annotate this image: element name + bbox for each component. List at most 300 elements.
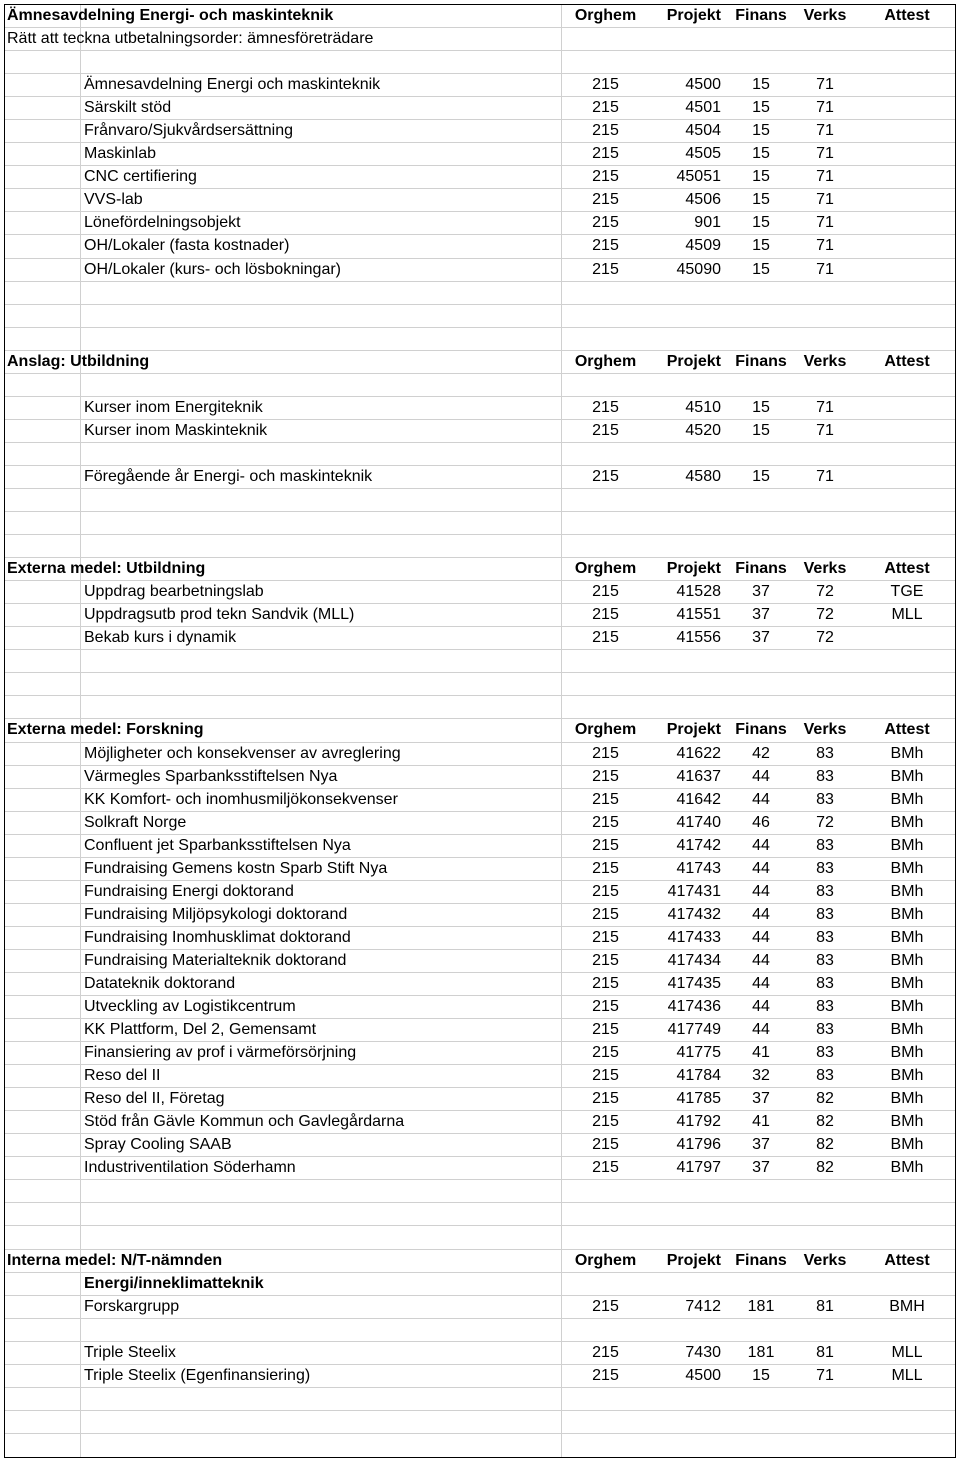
- finans-value: 15: [752, 145, 770, 163]
- column-header: Finans: [735, 721, 787, 739]
- account-name: Datateknik doktorand: [84, 974, 236, 992]
- verks-value: 72: [816, 629, 834, 647]
- verks-value: 71: [816, 168, 834, 186]
- orghem-value: 215: [592, 1044, 619, 1062]
- orghem-value: 215: [592, 928, 619, 946]
- attest-value: [875, 397, 939, 419]
- projekt-value: 41775: [676, 1044, 721, 1062]
- grid-line: [80, 604, 81, 626]
- attest-value: [875, 189, 939, 211]
- blank-row: [5, 305, 955, 328]
- grid-line: [80, 950, 81, 972]
- column-header: Orghem: [574, 7, 637, 24]
- account-name: Forskargrupp: [84, 1297, 180, 1315]
- attest-value: BMh: [890, 928, 924, 946]
- finans-value: 37: [752, 1159, 770, 1177]
- verks-value: 83: [816, 1021, 834, 1039]
- orghem-value: 215: [592, 122, 619, 140]
- table-row: [5, 259, 955, 282]
- finans-value: 181: [747, 1343, 775, 1361]
- finans-value: 15: [752, 237, 770, 255]
- orghem-value: 215: [592, 951, 619, 969]
- grid-line: [561, 1388, 562, 1410]
- orghem-value: 215: [592, 168, 619, 186]
- grid-line: [561, 927, 562, 949]
- orghem-value: 215: [592, 145, 619, 163]
- orghem-value: 215: [592, 606, 619, 624]
- grid-line: [80, 1088, 81, 1110]
- finans-value: 15: [752, 1366, 770, 1384]
- grid-line: [561, 1365, 562, 1387]
- table-row: [5, 1019, 955, 1042]
- grid-line: [80, 858, 81, 880]
- grid-line: [561, 789, 562, 811]
- column-header: Orghem: [574, 1251, 637, 1269]
- grid-line: [561, 189, 562, 211]
- verks-value: 83: [816, 974, 834, 992]
- grid-line: [561, 1342, 562, 1364]
- attest-value: [875, 74, 939, 96]
- grid-line: [80, 397, 81, 419]
- finans-value: 32: [752, 1067, 770, 1085]
- account-name: Reso del II, Företag: [84, 1090, 225, 1108]
- blank-row: [5, 1388, 955, 1411]
- attest-value: BMh: [890, 790, 924, 808]
- grid-line: [80, 489, 81, 511]
- orghem-value: 215: [592, 790, 619, 808]
- projekt-value: 7430: [685, 1343, 721, 1361]
- blank-row: [5, 650, 955, 673]
- grid-line: [561, 351, 562, 373]
- column-header: Verks: [803, 7, 847, 24]
- grid-line: [80, 1203, 81, 1225]
- verks-value: 83: [816, 859, 834, 877]
- column-header: Projekt: [666, 560, 721, 578]
- grid-line: [561, 1042, 562, 1064]
- verks-value: 83: [816, 882, 834, 900]
- grid-line: [80, 1042, 81, 1064]
- orghem-value: 215: [592, 813, 619, 831]
- grid-line: [80, 835, 81, 857]
- grid-line: [80, 74, 81, 96]
- grid-line: [561, 973, 562, 995]
- grid-line: [561, 1273, 562, 1295]
- finans-value: 44: [752, 951, 770, 969]
- grid-line: [80, 512, 81, 534]
- blank-row: [5, 696, 955, 719]
- account-name: Frånvaro/Sjukvårdsersättning: [84, 122, 293, 140]
- account-name: Fundraising Materialteknik doktorand: [84, 951, 347, 969]
- attest-value: BMh: [890, 813, 924, 831]
- grid-line: [561, 535, 562, 557]
- account-name: Triple Steelix: [84, 1343, 176, 1361]
- grid-line: [561, 604, 562, 626]
- blank-row: [5, 1226, 955, 1249]
- attest-value: [875, 97, 939, 119]
- orghem-value: 215: [592, 1343, 619, 1361]
- grid-line: [80, 1019, 81, 1041]
- projekt-value: 45051: [676, 168, 721, 186]
- projekt-value: 41797: [676, 1159, 721, 1177]
- projekt-value: 417433: [667, 928, 721, 946]
- grid-line: [561, 328, 562, 350]
- projekt-value: [655, 1319, 721, 1341]
- orghem-value: 215: [592, 467, 619, 485]
- grid-line: [561, 305, 562, 327]
- finans-value: 37: [752, 583, 770, 601]
- attest-value: MLL: [891, 606, 923, 624]
- finans-value: 42: [752, 744, 770, 762]
- table-row: [5, 189, 955, 212]
- grid-line: [80, 259, 81, 281]
- table-row: [5, 1296, 955, 1319]
- verks-value: 71: [816, 145, 834, 163]
- grid-line: [561, 120, 562, 142]
- finans-value: 41: [752, 1044, 770, 1062]
- table-row: [5, 1157, 955, 1180]
- finans-value: 37: [752, 606, 770, 624]
- finans-value: [731, 443, 791, 465]
- table-row: [5, 812, 955, 835]
- verks-value: 82: [816, 1136, 834, 1154]
- column-header: Attest: [884, 352, 930, 370]
- attest-value: [875, 212, 939, 234]
- finans-value: 41: [752, 1113, 770, 1131]
- verks-value: 81: [816, 1297, 834, 1315]
- grid-line: [561, 1319, 562, 1341]
- attest-value: BMh: [890, 1044, 924, 1062]
- table-row: [5, 120, 955, 143]
- orghem-value: 215: [592, 836, 619, 854]
- section-header-row: [5, 351, 955, 374]
- orghem-value: 215: [592, 1021, 619, 1039]
- finans-value: 44: [752, 905, 770, 923]
- grid-line: [561, 1134, 562, 1156]
- grid-line: [80, 1411, 81, 1433]
- grid-line: [80, 743, 81, 765]
- section-title: Externa medel: Utbildning: [7, 560, 206, 578]
- verks-value: 71: [816, 214, 834, 232]
- grid-line: [80, 673, 81, 695]
- grid-line: [80, 120, 81, 142]
- blank-row: [5, 512, 955, 535]
- grid-line: [561, 673, 562, 695]
- attest-value: BMh: [890, 859, 924, 877]
- grid-line: [561, 1226, 562, 1248]
- account-name: Kurser inom Energiteknik: [84, 398, 263, 416]
- attest-value: TGE: [890, 583, 924, 601]
- column-header: Orghem: [574, 560, 637, 578]
- grid-line: [80, 1296, 81, 1318]
- account-name: Solkraft Norge: [84, 813, 187, 831]
- grid-line: [561, 1180, 562, 1202]
- account-name: Uppdrag bearbetningslab: [84, 583, 264, 601]
- orghem-value: 215: [592, 744, 619, 762]
- projekt-value: 417432: [667, 905, 721, 923]
- orghem-value: 215: [592, 998, 619, 1016]
- section-header-row: [5, 719, 955, 742]
- orghem-value: 215: [592, 629, 619, 647]
- projekt-value: 4506: [685, 191, 721, 209]
- table-row: [5, 1111, 955, 1134]
- orghem-value: 215: [592, 1090, 619, 1108]
- finans-value: 37: [752, 1090, 770, 1108]
- table-row: [5, 1088, 955, 1111]
- attest-value: BMh: [890, 1067, 924, 1085]
- grid-line: [80, 1226, 81, 1248]
- grid-line: [561, 835, 562, 857]
- projekt-value: 41796: [676, 1136, 721, 1154]
- verks-value: 72: [816, 583, 834, 601]
- blank-row: [5, 489, 955, 512]
- grid-line: [80, 143, 81, 165]
- blank-row: [5, 535, 955, 558]
- finans-value: 37: [752, 629, 770, 647]
- section-title: Anslag: Utbildning: [7, 352, 150, 370]
- grid-line: [561, 97, 562, 119]
- attest-value: BMh: [890, 1090, 924, 1108]
- projekt-value: 4509: [685, 237, 721, 255]
- grid-line: [80, 627, 81, 649]
- grid-line: [561, 719, 562, 741]
- attest-value: [875, 1319, 939, 1341]
- table-row: [5, 627, 955, 650]
- column-header: Finans: [735, 7, 787, 24]
- table-row: [5, 789, 955, 812]
- table-row: [5, 1342, 955, 1365]
- finans-value: 181: [747, 1297, 775, 1315]
- account-name: Bekab kurs i dynamik: [84, 629, 237, 647]
- grid-line: [561, 235, 562, 257]
- column-header: Attest: [884, 560, 930, 578]
- grid-line: [80, 650, 81, 672]
- projekt-value: 417434: [667, 951, 721, 969]
- finans-value: 15: [752, 122, 770, 140]
- projekt-value: 417435: [667, 974, 721, 992]
- orghem-value: 215: [592, 421, 619, 439]
- attest-value: [875, 166, 939, 188]
- projekt-value: 41740: [676, 813, 721, 831]
- grid-line: [80, 812, 81, 834]
- table-row: [5, 1134, 955, 1157]
- orghem-value: [570, 1319, 641, 1341]
- section-title: Externa medel: Forskning: [7, 721, 204, 739]
- attest-value: BMh: [890, 767, 924, 785]
- finans-value: 15: [752, 76, 770, 94]
- finans-value: 44: [752, 790, 770, 808]
- verks-value: 71: [816, 76, 834, 94]
- column-header: Orghem: [574, 721, 637, 739]
- finans-value: 37: [752, 1136, 770, 1154]
- projekt-value: 41742: [676, 836, 721, 854]
- projekt-value: 417436: [667, 998, 721, 1016]
- table-row: [5, 235, 955, 258]
- projekt-value: 41642: [676, 790, 721, 808]
- grid-line: [80, 1180, 81, 1202]
- grid-line: [80, 282, 81, 304]
- projekt-value: 45090: [676, 260, 721, 278]
- grid-line: [561, 1250, 562, 1272]
- verks-value: 71: [816, 398, 834, 416]
- orghem-value: 215: [592, 974, 619, 992]
- attest-value: MLL: [891, 1366, 923, 1384]
- projekt-value: 901: [694, 214, 721, 232]
- grid-line: [561, 397, 562, 419]
- table-row: [5, 166, 955, 189]
- projekt-value: 41528: [676, 583, 721, 601]
- grid-line: [561, 1203, 562, 1225]
- attest-value: [875, 143, 939, 165]
- verks-value: 83: [816, 998, 834, 1016]
- grid-line: [80, 420, 81, 442]
- account-name: Lönefördelningsobjekt: [84, 214, 241, 232]
- orghem-value: 215: [592, 191, 619, 209]
- grid-line: [561, 1411, 562, 1433]
- orghem-value: 215: [592, 76, 619, 94]
- account-name: OH/Lokaler (fasta kostnader): [84, 237, 290, 255]
- orghem-value: 215: [592, 99, 619, 117]
- attest-value: [875, 627, 939, 649]
- column-header: Attest: [884, 1251, 930, 1269]
- projekt-value: 4500: [685, 1366, 721, 1384]
- attest-value: BMH: [889, 1297, 925, 1315]
- finans-value: 44: [752, 859, 770, 877]
- table-row: [5, 143, 955, 166]
- account-name: OH/Lokaler (kurs- och lösbokningar): [84, 260, 341, 278]
- account-name: Reso del II: [84, 1067, 161, 1085]
- grid-line: [80, 1434, 81, 1457]
- finans-value: 15: [752, 168, 770, 186]
- grid-line: [80, 1065, 81, 1087]
- blank-row: [5, 51, 955, 74]
- finans-value: 44: [752, 1021, 770, 1039]
- projekt-value: 41743: [676, 859, 721, 877]
- orghem-value: [570, 443, 641, 465]
- account-name: Möjligheter och konsekvenser av avreglering: [84, 744, 401, 762]
- grid-line: [561, 881, 562, 903]
- verks-value: 82: [816, 1090, 834, 1108]
- finans-value: 15: [752, 99, 770, 117]
- projekt-value: 4501: [685, 99, 721, 117]
- verks-value: 82: [816, 1159, 834, 1177]
- grid-line: [80, 305, 81, 327]
- grid-line: [80, 535, 81, 557]
- attest-value: MLL: [891, 1343, 923, 1361]
- account-name: Stöd från Gävle Kommun och Gavlegårdarna: [84, 1113, 405, 1131]
- table-row: [5, 420, 955, 443]
- account-name: Kurser inom Maskinteknik: [84, 421, 268, 439]
- table-row: [5, 1042, 955, 1065]
- orghem-value: 215: [592, 1159, 619, 1177]
- grid-line: [80, 581, 81, 603]
- account-name: Fundraising Energi doktorand: [84, 882, 294, 900]
- table-row: [5, 881, 955, 904]
- verks-value: 71: [816, 122, 834, 140]
- column-header: Projekt: [666, 7, 721, 24]
- attest-value: BMh: [890, 744, 924, 762]
- attest-value: BMh: [890, 836, 924, 854]
- column-header: Finans: [735, 352, 787, 370]
- grid-line: [80, 189, 81, 211]
- account-name: VVS-lab: [84, 191, 143, 209]
- finans-value: 44: [752, 998, 770, 1016]
- grid-line: [80, 881, 81, 903]
- projekt-value: 7412: [685, 1297, 721, 1315]
- grid-line: [561, 1088, 562, 1110]
- verks-value: 71: [816, 467, 834, 485]
- grid-line: [561, 627, 562, 649]
- verks-value: 71: [816, 237, 834, 255]
- grid-line: [561, 512, 562, 534]
- finans-value: 44: [752, 882, 770, 900]
- orghem-value: 215: [592, 882, 619, 900]
- grid-line: [561, 950, 562, 972]
- orghem-value: 215: [592, 767, 619, 785]
- verks-value: [795, 1319, 855, 1341]
- section-header-row: [5, 558, 955, 581]
- orghem-value: 215: [592, 237, 619, 255]
- attest-value: [875, 120, 939, 142]
- table-row: [5, 397, 955, 420]
- account-name: Maskinlab: [84, 145, 157, 163]
- column-header: Projekt: [666, 1251, 721, 1269]
- verks-value: 83: [816, 744, 834, 762]
- grid-line: [561, 212, 562, 234]
- attest-value: BMh: [890, 1136, 924, 1154]
- blank-row: [5, 1203, 955, 1226]
- grid-line: [561, 904, 562, 926]
- verks-value: 83: [816, 905, 834, 923]
- grid-line: [80, 789, 81, 811]
- orghem-value: 215: [592, 398, 619, 416]
- blank-row: [5, 328, 955, 351]
- column-header: Verks: [803, 1251, 847, 1269]
- orghem-value: 215: [592, 1297, 619, 1315]
- table-row: [5, 835, 955, 858]
- grid-line: [561, 996, 562, 1018]
- verks-value: 83: [816, 836, 834, 854]
- account-name: Fundraising Miljöpsykologi doktorand: [84, 905, 348, 923]
- attest-value: BMh: [890, 882, 924, 900]
- attest-value: [875, 420, 939, 442]
- projekt-value: 4504: [685, 122, 721, 140]
- verks-value: 83: [816, 790, 834, 808]
- grid-line: [561, 420, 562, 442]
- table-row: [5, 74, 955, 97]
- grid-line: [80, 443, 81, 465]
- section-header-row: [5, 5, 955, 28]
- attest-value: [875, 259, 939, 281]
- grid-line: [80, 766, 81, 788]
- grid-line: [561, 282, 562, 304]
- projekt-value: 417431: [667, 882, 721, 900]
- account-name: Värmegles Sparbanksstiftelsen Nya: [84, 767, 338, 785]
- grid-line: [561, 374, 562, 396]
- table-row: [5, 443, 955, 466]
- grid-line: [561, 650, 562, 672]
- attest-value: BMh: [890, 951, 924, 969]
- verks-value: 71: [816, 191, 834, 209]
- attest-value: BMh: [890, 905, 924, 923]
- account-name: Fundraising Gemens kostn Sparb Stift Nya: [84, 859, 388, 877]
- column-header: Attest: [884, 721, 930, 739]
- projekt-value: 41622: [676, 744, 721, 762]
- table-row: [5, 1319, 955, 1342]
- projekt-value: 41785: [676, 1090, 721, 1108]
- grid-line: [80, 1157, 81, 1179]
- orghem-value: 215: [592, 859, 619, 877]
- verks-value: 71: [816, 99, 834, 117]
